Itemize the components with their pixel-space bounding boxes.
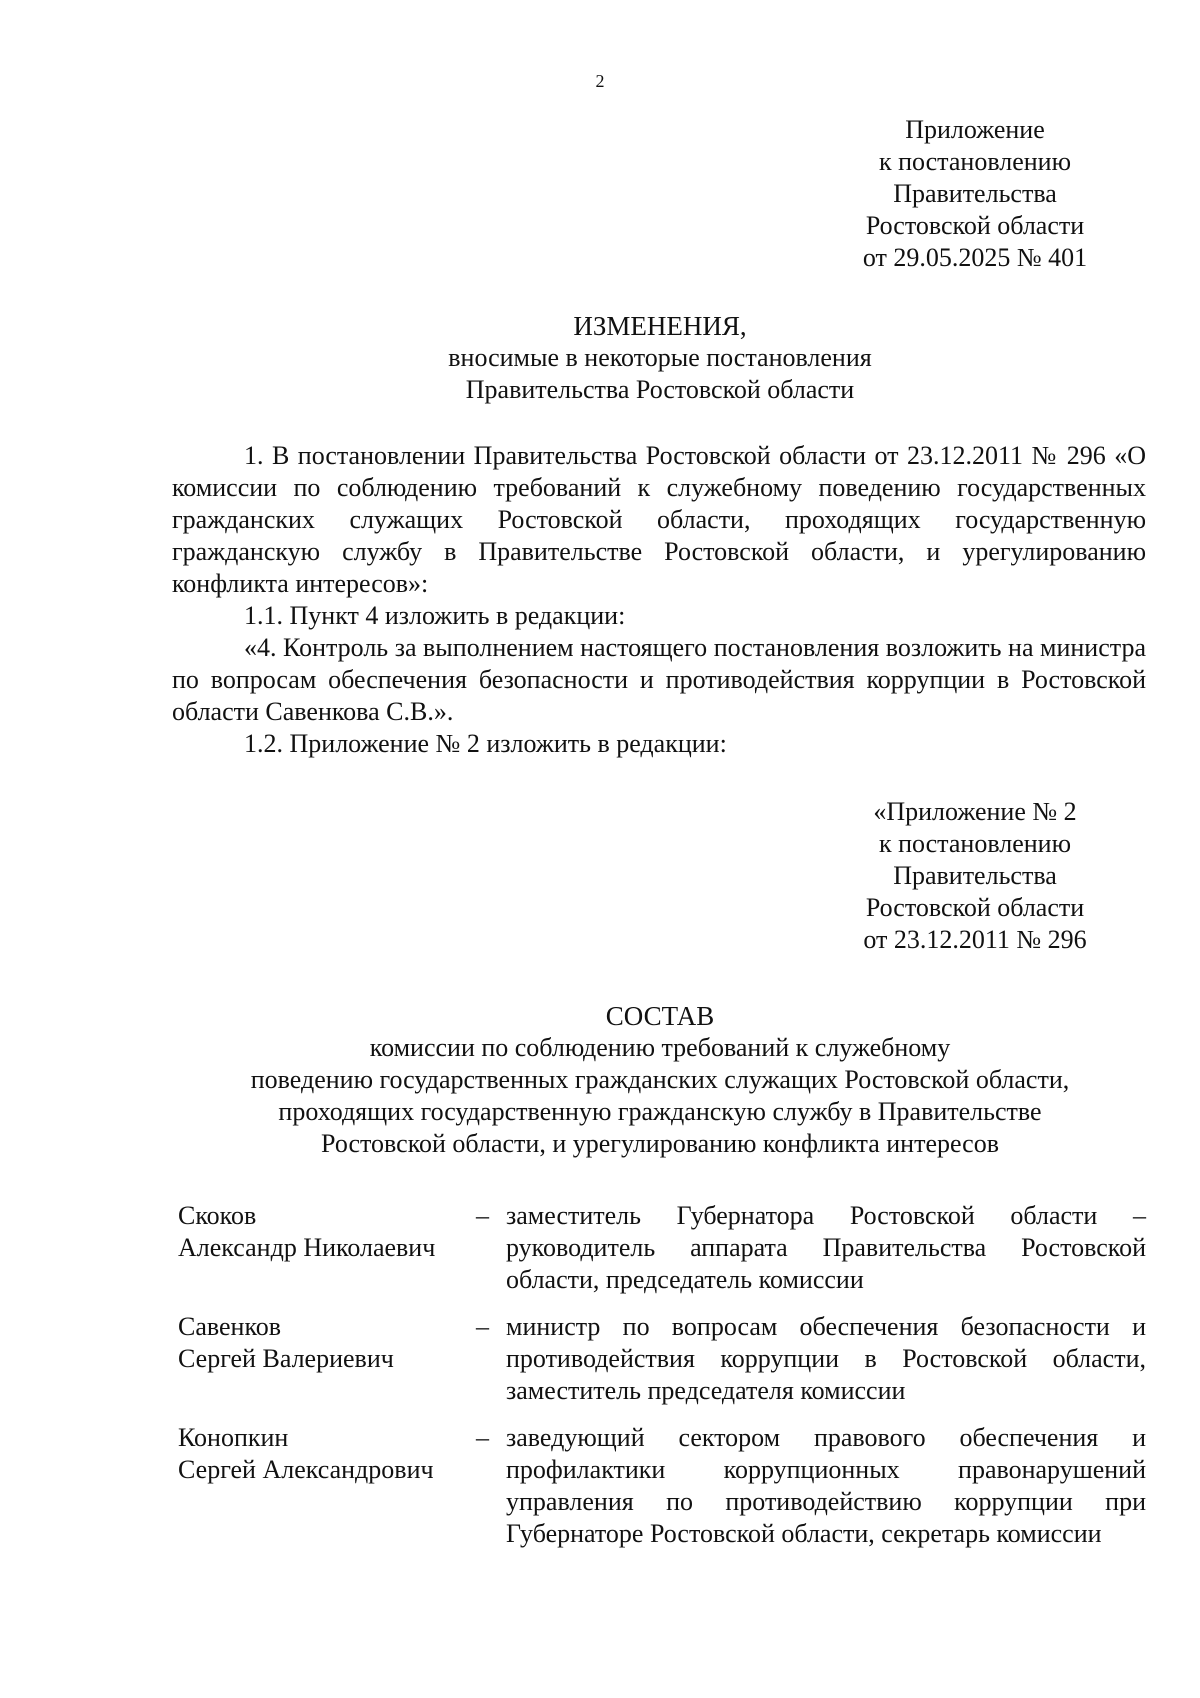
member-surname: Конопкин: [178, 1423, 289, 1452]
annex2-stamp: [820, 796, 1130, 956]
member-position: заместитель Губернатора Ростовской области – руководитель аппарата Правительства Ростовской области, председатель комиссии: [506, 1201, 1146, 1294]
composition-subtitle-line: проходящих государственную гражданскую службу в Правительстве: [278, 1097, 1042, 1126]
changes-heading: ИЗМЕНЕНИЯ,: [573, 311, 747, 341]
approval-stamp: [820, 114, 1130, 274]
changes-subtitle-line: вносимые в некоторые постановления: [448, 343, 872, 372]
member-given-names: Сергей Валериевич: [178, 1344, 394, 1373]
paragraph-1: 1. В постановлении Правительства Ростовской области от 23.12.2011 № 296 «О комиссии по соблюдению требований к служебному поведению государственных гражданских служащих Ростовской области, проходящих государственную гражданскую службу в Правительстве Ростовской области, и урегулированию конфликта интересов»:: [172, 441, 1146, 598]
composition-subtitle-line: поведению государственных гражданских служащих Ростовской области,: [250, 1065, 1070, 1094]
paragraph-1-1: 1.1. Пункт 4 изложить в редакции:: [244, 601, 626, 630]
page-number: 2: [595, 71, 605, 91]
member-dash: –: [476, 1423, 489, 1452]
member-row: [178, 1422, 1146, 1550]
member-name: [178, 1200, 476, 1296]
member-position: заведующий сектором правового обеспечения и профилактики коррупционных правонарушений управления по противодействию коррупции при Губернаторе Ростовской области, секретарь комиссии: [506, 1423, 1146, 1548]
body-text: [172, 440, 1146, 760]
member-row: [178, 1311, 1146, 1407]
member-given-names: Александр Николаевич: [178, 1233, 436, 1262]
member-surname: Савенков: [178, 1312, 282, 1341]
approval-line: к постановлению: [878, 147, 1072, 176]
member-given-names: Сергей Александрович: [178, 1455, 434, 1484]
member-name: [178, 1422, 476, 1550]
approval-line: от 29.05.2025 № 401: [862, 243, 1088, 272]
composition-heading: СОСТАВ: [605, 1001, 715, 1031]
annex2-line: к постановлению: [878, 829, 1072, 858]
changes-title: [170, 310, 1150, 406]
member-surname: Скоков: [178, 1201, 257, 1230]
members-list: [178, 1200, 1146, 1565]
composition-title: [170, 1000, 1150, 1160]
annex2-line: от 23.12.2011 № 296: [863, 925, 1087, 954]
member-position: министр по вопросам обеспечения безопасности и противодействия коррупции в Ростовской области, заместитель председателя комиссии: [506, 1312, 1146, 1405]
member-dash: –: [476, 1201, 489, 1230]
annex2-line: Правительства: [893, 861, 1057, 890]
composition-subtitle-line: комиссии по соблюдению требований к служебному: [369, 1033, 951, 1062]
approval-line: Правительства: [893, 179, 1057, 208]
composition-subtitle-line: Ростовской области, и урегулированию конфликта интересов: [321, 1129, 999, 1158]
paragraph-1-2: 1.2. Приложение № 2 изложить в редакции:: [244, 729, 727, 758]
changes-subtitle-line: Правительства Ростовской области: [465, 375, 855, 404]
annex2-line: Ростовской области: [865, 893, 1085, 922]
paragraph-quote-4: «4. Контроль за выполнением настоящего постановления возложить на министра по вопросам обеспечения безопасности и противодействия коррупции в Ростовской области Савенкова С.В.».: [172, 633, 1146, 726]
member-dash: –: [476, 1312, 489, 1341]
member-row: [178, 1200, 1146, 1296]
annex2-line: «Приложение № 2: [873, 797, 1077, 826]
approval-line: Ростовской области: [865, 211, 1085, 240]
approval-line: Приложение: [905, 115, 1045, 144]
member-name: [178, 1311, 476, 1407]
